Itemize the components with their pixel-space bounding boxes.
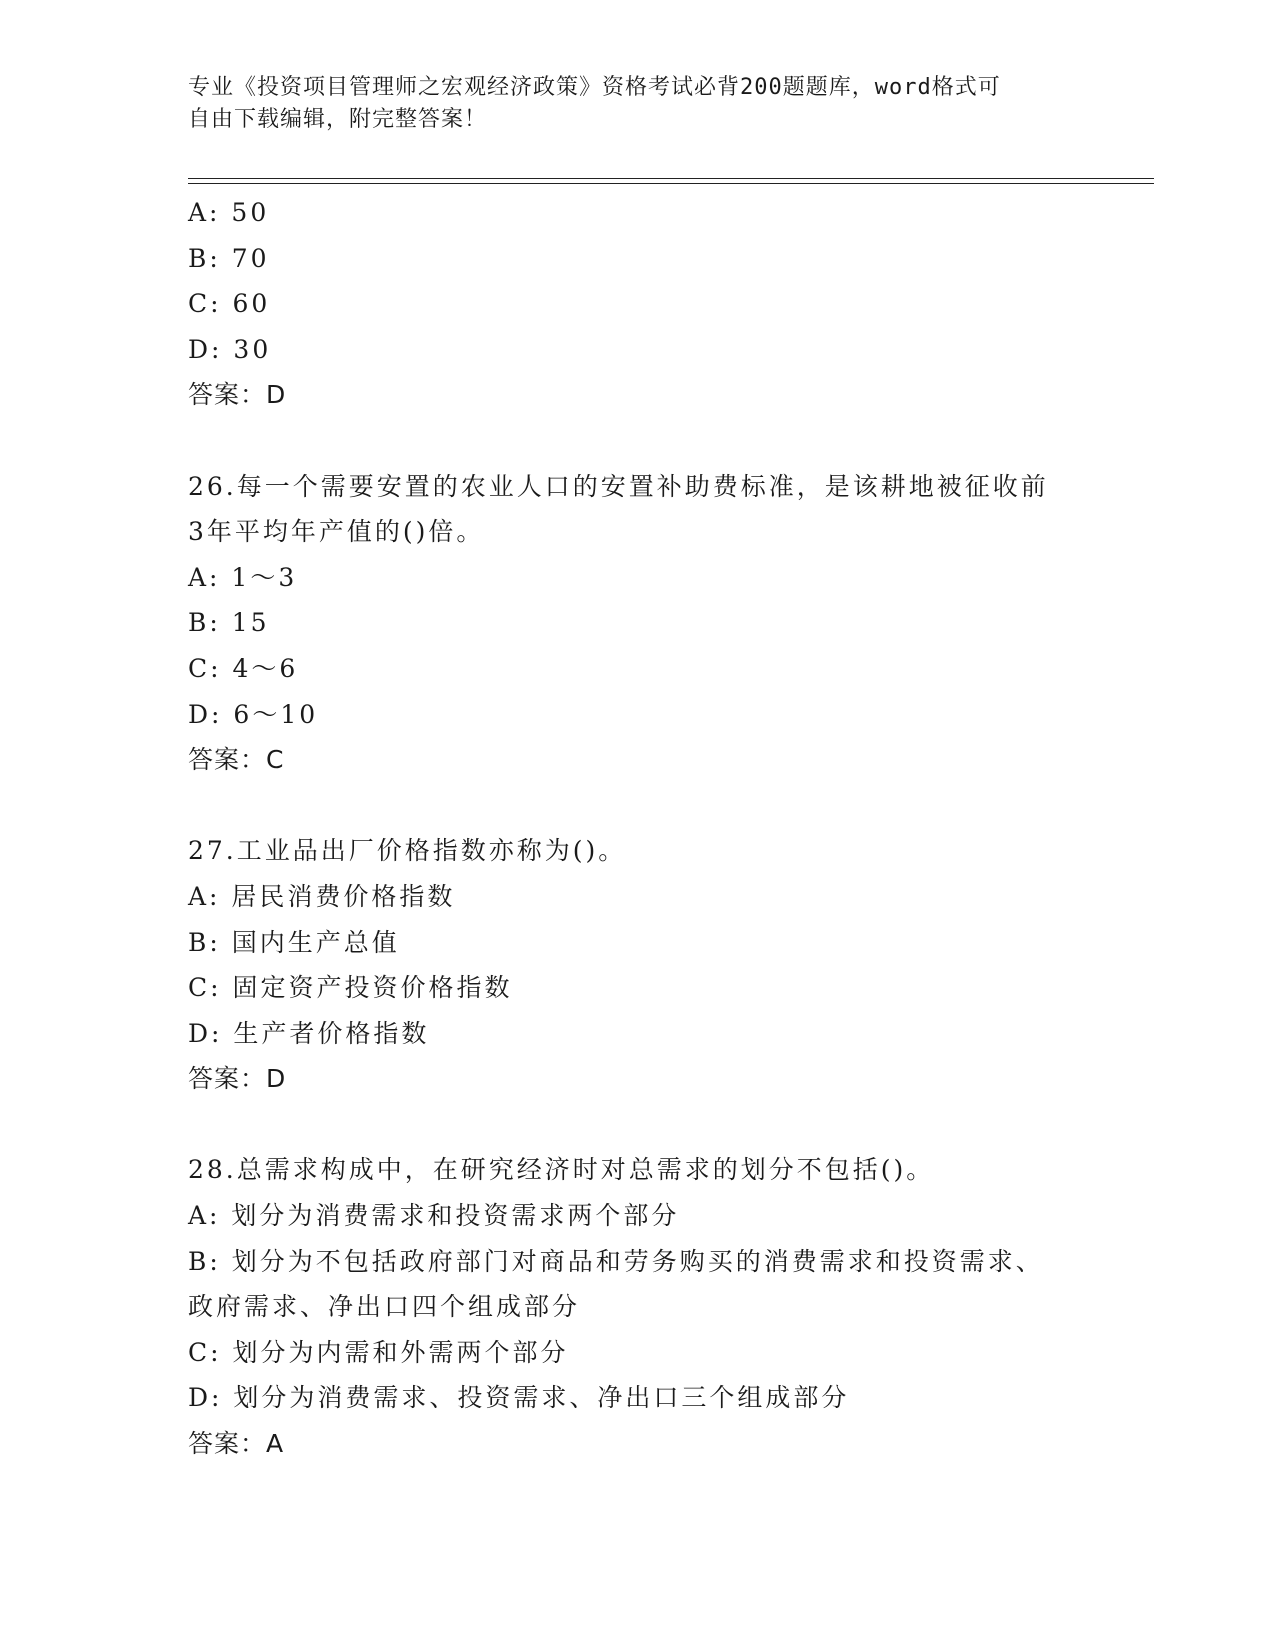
question-stem-continued: 3年平均年产值的()倍。: [188, 517, 485, 547]
spacer: [188, 418, 1088, 464]
question-stem: 27.工业品出厂价格指数亦称为()。: [188, 836, 627, 866]
option-d: D: 划分为消费需求、投资需求、净出口三个组成部分: [188, 1383, 850, 1413]
option-a: A: 划分为消费需求和投资需求两个部分: [188, 1201, 680, 1231]
question-28: [188, 1147, 1088, 1466]
option-b: B: 划分为不包括政府部门对商品和劳务购买的消费需求和投资需求、: [188, 1246, 1044, 1276]
answer: 答案：C: [188, 745, 285, 775]
question-stem: 26.每一个需要安置的农业人口的安置补助费标准，是该耕地被征收前: [188, 471, 1049, 501]
document-header: [188, 72, 1068, 136]
option-b: B: 70: [188, 243, 270, 273]
option-c: C: 划分为内需和外需两个部分: [188, 1337, 569, 1367]
header-divider-bottom: [188, 183, 1154, 184]
header-line-1: 专业《投资项目管理师之宏观经济政策》资格考试必背200题题库，word格式可: [188, 75, 1001, 100]
option-d: D: 6～10: [188, 699, 319, 729]
option-d: D: 30: [188, 334, 272, 364]
option-b-continued: 政府需求、净出口四个组成部分: [188, 1292, 581, 1322]
option-a: A: 50: [188, 198, 270, 227]
option-a: A: 居民消费价格指数: [188, 881, 456, 911]
option-b: B: 15: [188, 608, 270, 638]
option-d: D: 生产者价格指数: [188, 1018, 430, 1048]
question-26: [188, 464, 1088, 783]
option-b: B: 国内生产总值: [188, 927, 400, 957]
option-c: C: 60: [188, 289, 271, 319]
answer: 答案：D: [188, 380, 287, 410]
option-a: A: 1～3: [188, 562, 298, 592]
question-list: [188, 190, 1088, 1467]
answer: 答案：A: [188, 1429, 285, 1459]
answer: 答案：D: [188, 1064, 287, 1094]
spacer: [188, 1102, 1088, 1148]
header-divider-top: [188, 178, 1154, 179]
question-25: [188, 190, 1088, 418]
spacer: [188, 783, 1088, 829]
option-c: C: 4～6: [188, 653, 299, 683]
option-c: C: 固定资产投资价格指数: [188, 973, 513, 1003]
question-stem: 28.总需求构成中，在研究经济时对总需求的划分不包括()。: [188, 1155, 935, 1185]
header-line-2: 自由下载编辑，附完整答案！: [188, 107, 488, 132]
question-27: [188, 828, 1088, 1102]
